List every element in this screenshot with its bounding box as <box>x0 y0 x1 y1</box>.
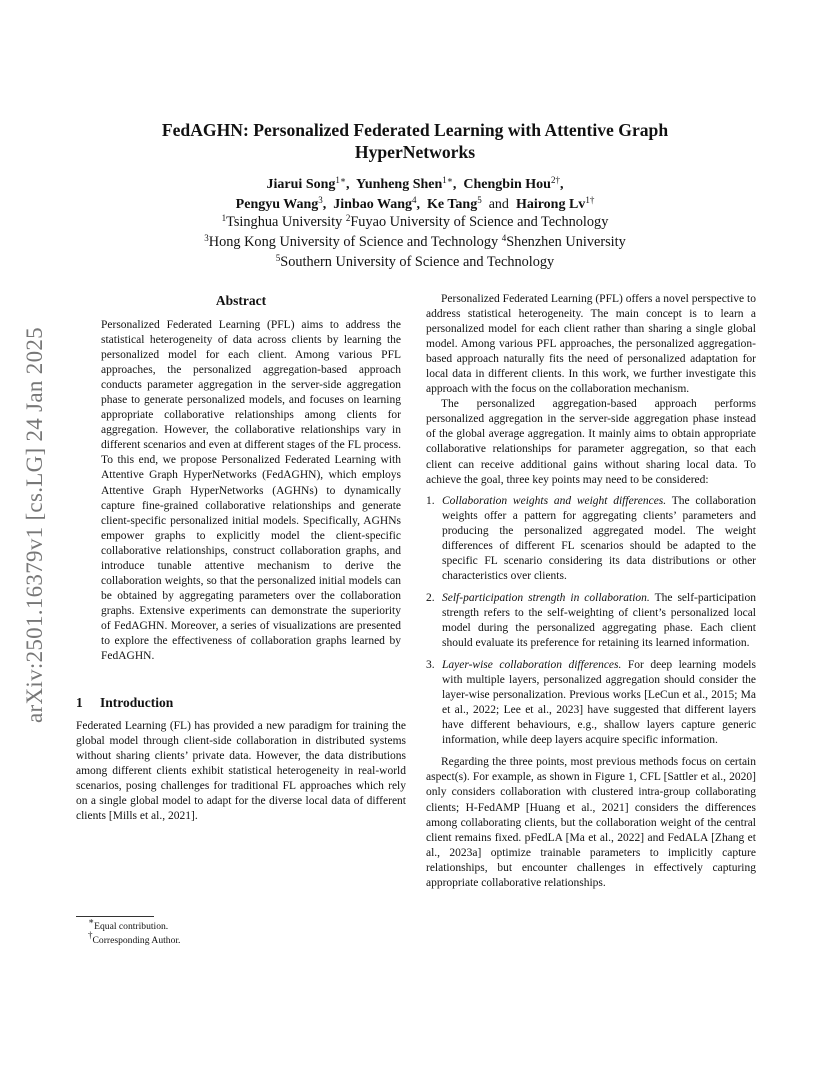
body-paragraph: Regarding the three points, most previous methods focus on certain aspect(s). For example, as shown in Figure 1, CFL [Sattler et al., 2020] only considers collaboration with clustered intra-group collaborating clients; H-FedAMP [Huang et al., 2021] considers the differences among collaborating clients, but the collaboration weight of the central client remains fixed. pFedLA [Ma et al., 2022] and FedALA [Zhang et al., 2023a] optimize trainable parameters to implicitly capture relationships, but encounter challenges in effectively capturing appropriate collaborative relationships. <box>426 756 756 889</box>
author-affiliation-mark: 3 <box>318 194 323 205</box>
footnote-mark: ∗ <box>88 916 95 926</box>
author-affiliation-mark: 1∗ <box>335 175 347 185</box>
body-paragraph: Personalized Federated Learning (PFL) offers a novel perspective to address statistical heterogeneity. The main concept is to learn a personalized model for each client rather than sharing a single global model. Among various PFL approaches, the personalized aggregation-based approach naturally fits the need of personalized adaptation for local data in different clients. In this work, we further investigate this approach with the focus on the collaboration mechanism. <box>426 293 756 396</box>
author-affiliation-mark: 1∗ <box>442 175 453 185</box>
affiliation-line-3 <box>90 252 740 272</box>
affiliation-name: Tsinghua University <box>226 214 346 230</box>
arxiv-id-text: arXiv:2501.16379v1 [cs.LG] 24 Jan 2025 <box>22 327 47 723</box>
list-item <box>426 658 756 748</box>
author-name: Chengbin Hou <box>463 177 551 192</box>
list-item-text: The self-participation strength refers to the self-weighting of client’s personalized local model during the personalized aggregating phase. Each client should evaluate its preference for retaining its learned information. <box>442 591 756 650</box>
footnote-equal-contribution <box>76 916 406 934</box>
footnotes <box>76 916 406 948</box>
author-affiliation-mark: 1† <box>585 194 595 205</box>
list-item-text: For deep learning models with multiple layers, personalized aggregation should consider the layer-wise personalization. Previous works [LeCun et al., 2015; Ma et al., 2022; Lee et al., 2023] have suggested that different layers have different behaviours, e.g., shallow layers capture generic information, while deep layers acquire specific information. <box>442 659 756 747</box>
key-points-list <box>426 494 756 749</box>
affiliation-name: Fuyao University of Science and Technology <box>350 214 609 230</box>
footnote-mark: † <box>88 930 93 940</box>
author-name: Hairong Lv <box>515 196 586 212</box>
introduction-paragraph: Federated Learning (FL) has provided a new paradigm for training the global model through client-side collaboration in distributed systems without sharing clients’ private data. However, the data distributions among different clients exhibit statistical heterogeneity in real-world scenarios, posing challenges for traditional FL approaches which rely on a single global model to adapt for the diverse local data of different clients [Mills et al., 2021]. <box>76 720 406 823</box>
list-item-number: 1. <box>426 494 435 507</box>
list-item-title: Collaboration weights and weight differences. <box>442 494 667 507</box>
section-number: 1 <box>76 695 83 711</box>
affiliation-line-2 <box>90 232 740 252</box>
affiliation-name: Shenzhen University <box>506 234 626 250</box>
affiliation-mark: 2 <box>345 213 351 223</box>
affiliation-mark: 3 <box>204 233 209 243</box>
paper-title <box>90 119 740 163</box>
list-item-title: Self-participation strength in collaboration. <box>442 591 650 604</box>
left-column <box>76 292 406 824</box>
author-name: Pengyu Wang <box>235 196 319 212</box>
author-line-1: Jiarui Song$^{1∗}$, Yunheng Shen$^{1∗}$, Chengbin Hou$^{2\dagger}$, <box>266 175 564 192</box>
author-affiliation-mark: 5 <box>477 194 482 205</box>
footnote-corresponding-author <box>76 930 406 948</box>
affiliation-mark: 4 <box>501 233 507 243</box>
affiliation-name: Hong Kong University of Science and Technology <box>208 234 502 250</box>
list-item <box>426 494 756 584</box>
author-name: Yunheng Shen <box>356 177 443 192</box>
affiliation-line-1 <box>90 212 740 232</box>
right-column <box>426 292 756 891</box>
abstract-heading: Abstract <box>215 293 267 308</box>
author-conjunction: and <box>488 196 509 212</box>
list-item-title: Layer-wise collaboration differences. <box>442 659 622 672</box>
author-line-2: Pengyu Wang$^3$, Jinbao Wang$^4$, Ke Tang$^5$ and Hairong $Lv^{1\dagger}$ <box>235 194 595 212</box>
author-name: Jiarui Song <box>266 177 336 192</box>
author-affiliation-mark: 4 <box>412 194 417 205</box>
section-title: Introduction <box>100 695 174 711</box>
introduction-heading <box>76 694 406 711</box>
abstract-text: Personalized Federated Learning (PFL) aims to address the statistical heterogeneity of data across clients by learning the personalized model for each client. Among various PFL approaches, the personalized aggregation-based approach conducts parameter aggregation in the server-side aggregation phase to generate personalized models, and focuses on learning appropriate collaborative relationships among clients for aggregation. However, the collaborative relationships vary in different scenarios and even at different stages of the FL process. To this end, we propose Personalized Federated Learning with Attentive Graph HyperNetworks (FedAGHN), which employs Attentive Graph HyperNetworks (AGHNs) to dynamically capture fine-grained collaborative relationships and generate client-specific personalized initial models. Specifically, AGHNs empower graphs to explicitly model the client-specific collaborative relationships, construct collaboration graphs, and introduce tunable attentive mechanism to derive the collaboration weights, so that the personalized initial models can be obtained by aggregating parameters over the collaboration graphs. Extensive experiments can demonstrate the superiority of FedAGHN. Moreover, a series of visualizations are presented to explore the effectiveness of collaboration graphs learned by FedAGHN. <box>101 319 401 663</box>
footnote-text: Equal contribution. <box>94 921 169 932</box>
list-item-number: 2. <box>426 591 435 604</box>
body-paragraph: The personalized aggregation-based approach performs personalized aggregation in the server-side aggregation phase instead of the global average aggregation. It mainly aims to obtain appropriate collaborative relationships for parameter aggregation, so that each client can receive additional gains without sharing local data. To achieve the goal, three key points may need to be considered: <box>426 398 756 486</box>
affiliations <box>90 212 740 272</box>
list-item-text: The collaboration weights offer a pattern for aggregating clients’ parameters and producing the personalized aggregated model. The weight differences of different FL scenarios should be adapted to the specific FL scenario considering its data distributions or other characteristics over clients. <box>442 494 757 582</box>
author-name: Ke Tang <box>427 196 478 212</box>
list-item-number: 3. <box>426 659 435 672</box>
affiliation-mark: 1 <box>221 213 227 223</box>
arxiv-sidebar-identifier <box>17 290 53 760</box>
title-line-1: FedAGHN: Personalized Federated Learning with Attentive Graph <box>161 120 669 140</box>
author-affiliation-mark: 2† <box>550 175 560 185</box>
affiliation-name: Southern University of Science and Technology <box>280 254 555 270</box>
list-item <box>426 591 756 651</box>
title-line-2: HyperNetworks <box>354 142 476 162</box>
author-name: Jinbao Wang <box>333 196 413 212</box>
footnote-text: Corresponding Author. <box>92 935 181 946</box>
affiliation-mark: 5 <box>275 253 281 263</box>
author-list <box>90 175 740 214</box>
